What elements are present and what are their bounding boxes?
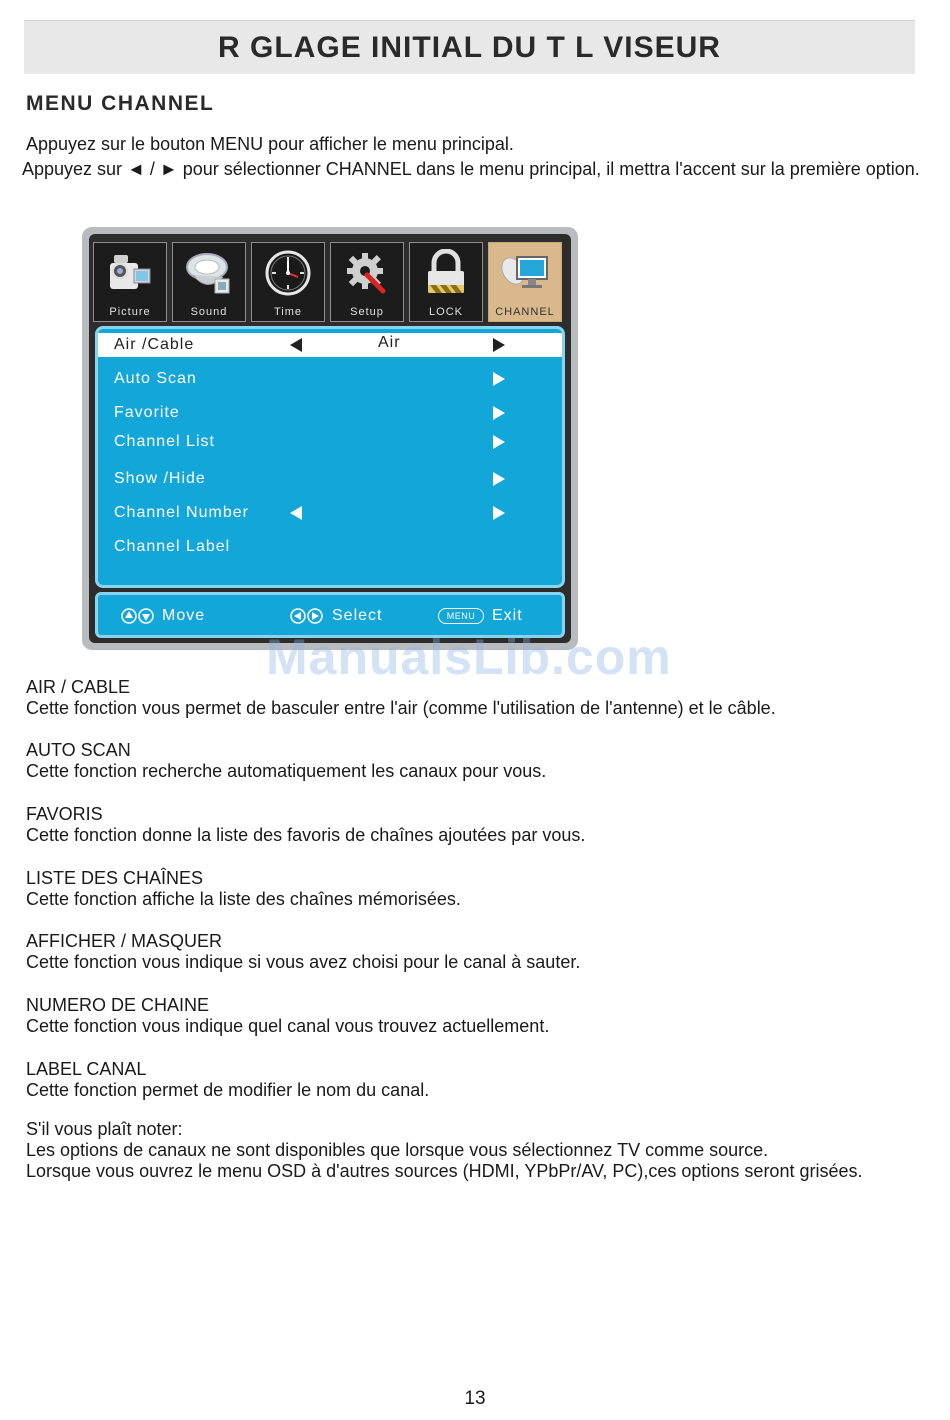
description-heading: AUTO SCAN	[26, 740, 131, 760]
tab-channel[interactable]	[488, 242, 562, 322]
note-block	[26, 1119, 916, 1182]
menu-item-label: Favorite	[114, 404, 180, 421]
tab-setup[interactable]	[330, 242, 404, 322]
right-arrow-icon[interactable]	[493, 472, 505, 486]
intro-line-2: Appuyez sur ◄ / ► pour sélectionner CHANNEL dans le menu principal, il mettra l'accent sur la première option.	[22, 159, 920, 179]
description-heading: LABEL CANAL	[26, 1059, 147, 1079]
description-favoris	[26, 804, 916, 846]
osd-menu-screenshot	[82, 227, 578, 650]
description-heading: FAVORIS	[26, 804, 103, 824]
footer-move-label: Move	[162, 607, 206, 624]
tab-label: LOCK	[429, 306, 463, 318]
description-numero-de-chaine	[26, 995, 916, 1037]
description-heading: LISTE DES CHAÎNES	[26, 868, 204, 888]
menu-item-label: Auto Scan	[114, 370, 197, 387]
tab-label: Setup	[350, 306, 384, 318]
tab-sound[interactable]	[172, 242, 246, 322]
description-text: Cette fonction vous indique quel canal vous trouvez actuellement.	[26, 1016, 550, 1036]
left-right-nav-icon	[290, 608, 324, 624]
menu-item-channel-label[interactable]	[98, 535, 562, 559]
menu-item-air-cable[interactable]	[98, 333, 562, 357]
right-arrow-icon[interactable]	[493, 506, 505, 520]
footer-exit-label: Exit	[492, 607, 523, 624]
menu-item-favorite[interactable]	[98, 401, 562, 425]
left-arrow-icon[interactable]	[290, 506, 302, 520]
menu-key-icon: MENU	[438, 608, 484, 624]
right-arrow-icon[interactable]	[493, 338, 505, 352]
menu-item-label: Show /Hide	[114, 470, 206, 487]
section-heading: MENU CHANNEL	[26, 92, 215, 115]
tab-label: Sound	[190, 306, 228, 318]
page-number: 13	[464, 1388, 486, 1409]
menu-item-channel-number[interactable]	[98, 501, 562, 525]
description-text: Cette fonction permet de modifier le nom du canal.	[26, 1080, 430, 1100]
menu-item-value: Air	[378, 334, 401, 351]
description-text: Cette fonction affiche la liste des chaînes mémorisées.	[26, 889, 461, 909]
description-text: Cette fonction vous indique si vous avez choisi pour le canal à sauter.	[26, 952, 581, 972]
description-text: Cette fonction recherche automatiquement les canaux pour vous.	[26, 761, 547, 781]
right-arrow-icon[interactable]	[493, 372, 505, 386]
tab-time[interactable]	[251, 242, 325, 322]
description-heading: NUMERO DE CHAINE	[26, 995, 210, 1015]
left-arrow-icon[interactable]	[290, 338, 302, 352]
tab-label: Time	[273, 306, 303, 318]
menu-item-label: Channel Number	[114, 504, 249, 521]
page-title: R GLAGE INITIAL DU T L VISEUR	[218, 30, 721, 64]
channel-menu-list	[95, 326, 565, 588]
note-line: Les options de canaux ne sont disponibles que lorsque vous sélectionnez TV comme source.	[26, 1140, 769, 1160]
up-down-nav-icon	[121, 608, 155, 624]
footer-select-label: Select	[332, 607, 383, 624]
tab-label: CHANNEL	[495, 306, 555, 318]
speaker-icon	[183, 249, 235, 301]
clock-icon	[262, 249, 314, 301]
right-arrow-icon[interactable]	[493, 406, 505, 420]
description-heading: AIR / CABLE	[26, 677, 131, 697]
tab-picture[interactable]	[93, 242, 167, 322]
gear-tool-icon	[341, 249, 393, 301]
satellite-monitor-icon	[499, 249, 551, 301]
padlock-icon	[420, 249, 472, 301]
camcorder-icon	[104, 249, 156, 301]
menu-item-label: Channel Label	[114, 538, 231, 555]
description-heading: AFFICHER / MASQUER	[26, 931, 223, 951]
description-label-canal	[26, 1059, 916, 1101]
description-afficher-masquer	[26, 931, 916, 973]
title-bar	[24, 20, 915, 74]
menu-item-label: Air /Cable	[114, 336, 195, 353]
description-text: Cette fonction vous permet de basculer entre l'air (comme l'utilisation de l'antenne) et le câble.	[26, 698, 776, 718]
tab-lock[interactable]	[409, 242, 483, 322]
description-liste-des-chaines	[26, 868, 916, 910]
menu-item-auto-scan[interactable]	[98, 367, 562, 391]
menu-item-label: Channel List	[114, 433, 215, 450]
menu-item-channel-list[interactable]	[98, 430, 562, 454]
description-auto-scan	[26, 740, 916, 782]
description-air-cable	[26, 677, 916, 719]
watermark: ManualsLib.com	[266, 629, 672, 685]
intro-line-1: Appuyez sur le bouton MENU pour afficher le menu principal.	[26, 134, 514, 154]
osd-frame	[89, 234, 571, 643]
right-arrow-icon[interactable]	[493, 435, 505, 449]
note-heading: S'il vous plaît noter:	[26, 1119, 183, 1139]
menu-item-show-hide[interactable]	[98, 467, 562, 491]
tab-label: Picture	[109, 306, 151, 318]
description-text: Cette fonction donne la liste des favoris de chaînes ajoutées par vous.	[26, 825, 586, 845]
note-line: Lorsque vous ouvrez le menu OSD à d'autres sources (HDMI, YPbPr/AV, PC),ces options seront grisées.	[26, 1161, 863, 1181]
